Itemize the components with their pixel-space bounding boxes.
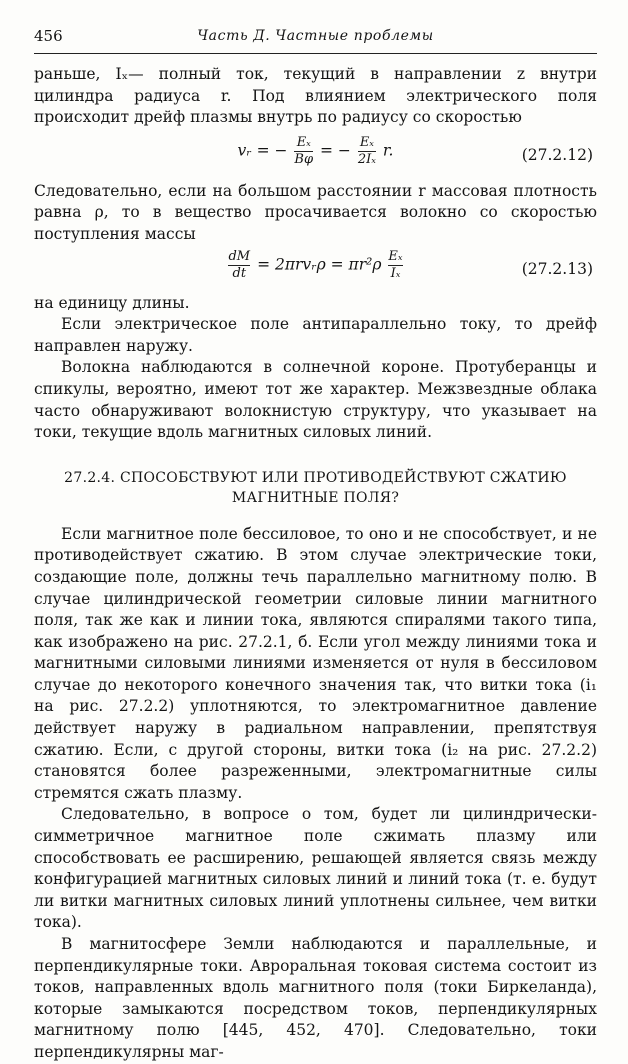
equation-number: (27.2.12) xyxy=(521,145,593,164)
fraction-den: Bφ xyxy=(294,151,314,167)
eq-mid: = − xyxy=(320,141,351,160)
paragraph: Следовательно, если на большом расстоянии r массовая плотность равна ρ, то в вещество просачивается волокно со скоростью поступления массы xyxy=(34,181,597,243)
eq-rhs: r. xyxy=(382,141,394,160)
fraction-num: Eₓ xyxy=(296,134,311,150)
paragraph: раньше, Iₓ— полный ток, текущий в направлении z внутри цилиндра радиуса r. Под влиянием электрического поля происходит дрейф плазмы внутрь по радиусу со скоростью xyxy=(34,65,597,127)
page-number: 456 xyxy=(34,27,63,45)
fraction-den: Iₓ xyxy=(388,265,402,282)
section-heading-line: 27.2.4. СПОСОБСТВУЮТ ИЛИ ПРОТИВОДЕЙСТВУЮТ СЖАТИЮ xyxy=(64,469,567,486)
fraction-num: dM xyxy=(228,248,251,264)
equation-27-2-12 xyxy=(34,135,597,179)
paragraph: Следовательно, в вопросе о том, будет ли цилиндрически-симметричное магнитное поле сжимать плазму или способствовать ее расширению, решающей является связь между конфигурацией магнитных силовых линий и линий тока (т. е. будут ли витки магнитных силовых линий уплотнены сильнее, чем витки тока). xyxy=(34,805,597,932)
paragraph: Волокна наблюдаются в солнечной короне. Протуберанцы и спикулы, вероятно, имеют тот же характер. Межзвездные облака часто обнаруживают волокнистую структуру, что указывает на токи, текущие вдоль магнитных силовых линий. xyxy=(34,358,597,442)
equation-number: (27.2.13) xyxy=(521,259,593,278)
fraction xyxy=(294,135,313,168)
fraction xyxy=(388,249,402,282)
fraction xyxy=(228,249,250,282)
page-header xyxy=(34,27,597,54)
paragraph: на единицу длины. xyxy=(34,293,190,312)
fraction-den: dt xyxy=(228,265,250,282)
paragraph: Если магнитное поле бессиловое, то оно и не способствует, и не противодействует сжатию. В этом случае электрические токи, создающие поле, должны течь параллельно магнитному полю. В случае цилиндрической геометрии силовые линии магнитного поля, так же как и линии тока, являются спиралями такого типа, как изображено на рис. 27.2.1, б. Если угол между линиями тока и магнитными силовыми линиями изменяется от нуля в бессиловом случае до некоторого конечного значения так, что витки тока (i₁ на рис. 27.2.2) уплотняются, то электромагнитное давление действует наружу в радиальном направлении, препятствуя сжатию. Если, с другой стороны, витки тока (i₂ на рис. 27.2.2) становятся более разреженными, электромагнитные силы стремятся сжать плазму. xyxy=(34,524,597,802)
section-heading-line: МАГНИТНЫЕ ПОЛЯ? xyxy=(231,489,400,506)
paragraph: Если электрическое поле антипараллельно току, то дрейф направлен наружу. xyxy=(34,315,597,355)
fraction xyxy=(358,135,376,168)
eq-lhs: vᵣ = − xyxy=(237,141,288,160)
section-heading xyxy=(34,468,597,508)
fraction-num: Eₓ xyxy=(359,134,374,150)
eq-mid: = 2πrvᵣρ = πr²ρ xyxy=(257,255,382,274)
equation-27-2-13 xyxy=(34,249,597,293)
fraction-den: 2Iₓ xyxy=(357,151,376,167)
page-body xyxy=(34,64,597,1064)
fraction-num: Eₓ xyxy=(388,248,403,264)
running-head: Часть Д. Частные проблемы xyxy=(197,28,434,44)
paragraph: В магнитосфере Земли наблюдаются и параллельные, и перпендикулярные токи. Авроральная токовая система состоит из токов, направленных вдоль магнитного поля (токи Биркеланда), которые замыкаются посредством токов, перпендикулярных магнитному полю [445, 452, 470]. Следовательно, токи перпендикулярны маг- xyxy=(34,935,597,1061)
